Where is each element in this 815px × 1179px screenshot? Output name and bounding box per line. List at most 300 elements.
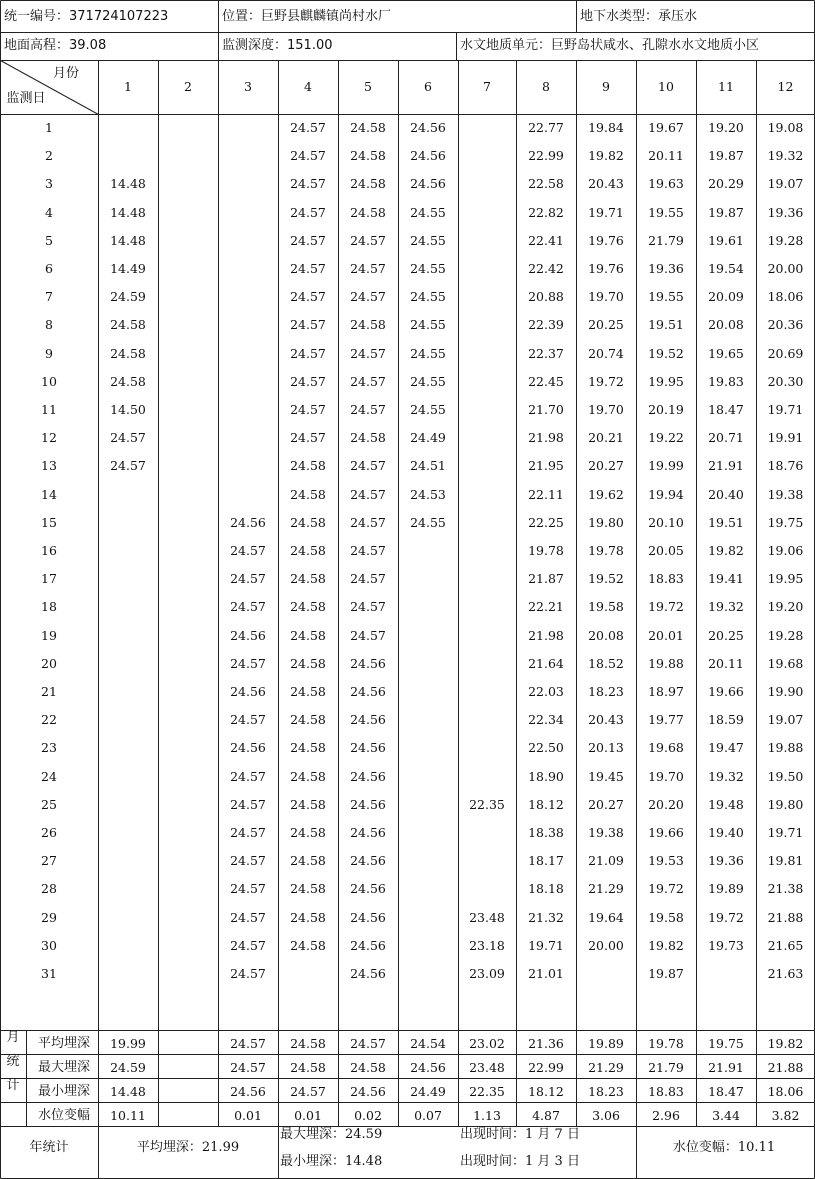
reading-cell: 19.82	[708, 543, 744, 558]
reading-cell: 18.76	[767, 458, 804, 474]
reading-cell: 20.27	[588, 458, 624, 474]
reading-cell: 20.74	[588, 345, 624, 361]
stat-cell: 18.47	[708, 1084, 744, 1099]
stat-cell: 24.57	[350, 1036, 386, 1051]
reading-cell: 20.13	[588, 740, 624, 756]
reading-cell: 19.55	[648, 289, 684, 305]
reading-cell: 19.55	[648, 204, 684, 220]
stat-row-label: 平均埋深	[37, 1036, 91, 1051]
reading-cell: 21.63	[767, 966, 804, 981]
reading-cell: 24.57	[290, 317, 326, 333]
stat-cell: 24.56	[230, 1084, 266, 1099]
reading-cell: 19.40	[708, 825, 744, 840]
reading-cell: 24.58	[350, 148, 386, 164]
reading-cell: 19.76	[588, 232, 624, 248]
day-label: 11	[41, 402, 57, 417]
reading-cell: 18.18	[528, 881, 564, 897]
reading-cell: 24.57	[350, 599, 386, 615]
reading-cell: 19.78	[588, 543, 624, 558]
day-label: 2	[45, 148, 53, 164]
reading-cell: 22.03	[528, 684, 564, 699]
reading-cell: 24.57	[290, 120, 326, 135]
reading-cell: 24.55	[410, 514, 446, 530]
reading-cell: 24.56	[350, 966, 386, 981]
day-label: 20	[41, 655, 57, 671]
reading-cell: 24.58	[290, 825, 326, 840]
reading-cell: 24.57	[110, 458, 146, 474]
stat-cell: 4.87	[532, 1108, 560, 1123]
reading-cell: 20.25	[708, 627, 744, 643]
day-label: 25	[41, 796, 57, 812]
reading-cell: 24.57	[350, 261, 386, 276]
stat-cell: 24.56	[410, 1060, 446, 1075]
reading-cell: 24.56	[230, 740, 266, 756]
reading-cell: 24.58	[290, 768, 326, 784]
reading-cell: 18.06	[767, 289, 804, 305]
stat-cell: 24.59	[110, 1060, 146, 1075]
reading-cell: 24.58	[290, 599, 326, 615]
reading-cell: 24.57	[110, 430, 146, 446]
reading-cell: 19.71	[528, 937, 564, 953]
reading-cell: 20.69	[767, 345, 804, 361]
reading-cell: 24.59	[110, 289, 146, 305]
reading-cell: 24.58	[290, 458, 326, 474]
reading-cell: 19.47	[708, 740, 744, 756]
monitor-depth: 监测深度：151.00	[222, 38, 333, 53]
reading-cell: 24.57	[350, 289, 386, 305]
day-label: 10	[41, 373, 57, 389]
day-label: 18	[41, 599, 57, 615]
reading-cell: 19.32	[708, 599, 744, 615]
reading-cell: 19.07	[767, 176, 804, 192]
reading-cell: 21.70	[528, 402, 564, 417]
reading-cell: 19.68	[767, 655, 804, 671]
reading-cell: 24.58	[290, 853, 326, 869]
day-label: 8	[45, 317, 53, 333]
day-label: 12	[41, 430, 57, 446]
reading-cell: 24.57	[230, 796, 266, 812]
reading-cell: 24.57	[290, 148, 326, 164]
day-label: 4	[45, 204, 53, 220]
reading-cell: 20.09	[708, 289, 744, 305]
reading-cell: 19.72	[648, 599, 684, 615]
day-label: 26	[41, 825, 57, 840]
reading-cell: 19.95	[767, 571, 804, 587]
reading-cell: 24.58	[290, 909, 326, 925]
reading-cell: 20.19	[648, 402, 684, 417]
day-label: 30	[41, 937, 57, 953]
reading-cell: 24.55	[410, 317, 446, 333]
stat-cell: 18.12	[528, 1084, 564, 1099]
reading-cell: 24.57	[230, 599, 266, 615]
reading-cell: 19.07	[767, 712, 804, 728]
day-label: 23	[41, 740, 57, 756]
reading-cell: 24.57	[350, 627, 386, 643]
reading-cell: 24.55	[410, 232, 446, 248]
stat-cell: 21.29	[588, 1060, 624, 1075]
reading-cell: 20.01	[648, 627, 684, 643]
reading-cell: 21.64	[528, 655, 564, 671]
reading-cell: 24.58	[110, 345, 146, 361]
reading-cell: 19.72	[648, 881, 684, 897]
stat-cell: 24.58	[290, 1060, 326, 1075]
reading-cell: 24.57	[290, 402, 326, 417]
reading-cell: 22.99	[528, 148, 564, 164]
day-label: 15	[41, 514, 57, 530]
stat-cell: 19.75	[708, 1036, 744, 1051]
reading-cell: 19.94	[648, 486, 684, 502]
reading-cell: 20.43	[588, 712, 624, 728]
reading-cell: 19.80	[588, 514, 624, 530]
stat-cell: 2.96	[652, 1108, 680, 1123]
reading-cell: 19.28	[767, 627, 804, 643]
reading-cell: 19.51	[648, 317, 684, 333]
reading-cell: 24.57	[230, 571, 266, 587]
stat-cell: 24.57	[230, 1036, 266, 1051]
reading-cell: 24.55	[410, 204, 446, 220]
reading-cell: 20.11	[708, 655, 744, 671]
reading-cell: 24.58	[350, 176, 386, 192]
reading-cell: 24.56	[230, 627, 266, 643]
reading-cell: 20.71	[708, 430, 744, 446]
reading-cell: 24.57	[230, 909, 266, 925]
reading-cell: 19.36	[708, 853, 744, 869]
reading-cell: 24.56	[350, 909, 386, 925]
day-label: 3	[45, 176, 53, 192]
reading-cell: 20.21	[588, 430, 624, 446]
reading-cell: 19.58	[648, 909, 684, 925]
day-label: 27	[41, 853, 57, 869]
reading-cell: 21.32	[528, 909, 564, 925]
reading-cell: 24.58	[290, 627, 326, 643]
reading-cell: 24.57	[230, 712, 266, 728]
reading-cell: 24.58	[290, 514, 326, 530]
stat-cell: 18.23	[588, 1084, 624, 1099]
reading-cell: 19.70	[588, 289, 624, 305]
reading-cell: 24.58	[350, 317, 386, 333]
annual-min-depth: 最小埋深：14.48	[280, 1154, 383, 1169]
month-header: 12	[777, 79, 794, 94]
month-header: 7	[483, 79, 491, 94]
reading-cell: 24.57	[230, 655, 266, 671]
reading-cell: 24.56	[350, 796, 386, 812]
stat-cell: 24.57	[290, 1084, 326, 1099]
stat-cell: 24.57	[230, 1060, 266, 1075]
reading-cell: 22.34	[528, 712, 564, 728]
reading-cell: 24.57	[230, 825, 266, 840]
reading-cell: 24.57	[350, 571, 386, 587]
reading-cell: 19.70	[588, 402, 624, 417]
reading-cell: 24.58	[110, 373, 146, 389]
reading-cell: 22.77	[528, 120, 564, 135]
day-label: 19	[41, 627, 57, 643]
reading-cell: 24.56	[230, 684, 266, 699]
stat-cell: 3.44	[712, 1108, 740, 1123]
reading-cell: 19.70	[648, 768, 684, 784]
stat-cell: 24.54	[410, 1036, 446, 1051]
reading-cell: 19.81	[767, 853, 804, 869]
corner-month-label: 月份	[52, 66, 80, 81]
reading-cell: 22.37	[528, 345, 564, 361]
reading-cell: 19.06	[767, 543, 804, 558]
stat-cell: 19.89	[588, 1036, 624, 1051]
day-label: 17	[41, 571, 57, 587]
reading-cell: 18.52	[588, 655, 624, 671]
day-label: 7	[45, 289, 53, 305]
stat-cell: 23.02	[469, 1036, 505, 1051]
reading-cell: 24.56	[410, 120, 446, 135]
reading-cell: 19.54	[708, 261, 744, 276]
day-label: 13	[41, 458, 57, 474]
reading-cell: 19.89	[708, 881, 744, 897]
reading-cell: 19.68	[648, 740, 684, 756]
day-label: 24	[41, 768, 57, 784]
reading-cell: 24.57	[290, 176, 326, 192]
reading-cell: 24.56	[350, 825, 386, 840]
reading-cell: 21.91	[708, 458, 744, 474]
reading-cell: 19.84	[588, 120, 624, 135]
reading-cell: 24.56	[350, 655, 386, 671]
stat-row-label: 最小埋深	[37, 1084, 91, 1099]
reading-cell: 24.57	[350, 486, 386, 502]
reading-cell: 19.22	[648, 430, 684, 446]
reading-cell: 19.73	[708, 937, 744, 953]
water-type: 地下水类型：承压水	[580, 9, 698, 24]
reading-cell: 22.50	[528, 740, 564, 756]
reading-cell: 24.56	[350, 768, 386, 784]
reading-cell: 19.61	[708, 232, 744, 248]
monthly-stats-label-3: 计	[6, 1078, 20, 1093]
reading-cell: 19.87	[648, 966, 684, 981]
reading-cell: 24.58	[110, 317, 146, 333]
reading-cell: 24.57	[290, 430, 326, 446]
reading-cell: 18.17	[528, 853, 564, 869]
stat-cell: 18.06	[767, 1084, 804, 1099]
stat-cell: 0.07	[414, 1108, 442, 1123]
stat-cell: 21.91	[708, 1060, 744, 1075]
reading-cell: 24.57	[230, 543, 266, 558]
reading-cell: 22.11	[528, 486, 564, 502]
reading-cell: 21.87	[528, 571, 564, 587]
reading-cell: 14.48	[110, 232, 146, 248]
stat-cell: 24.58	[350, 1060, 386, 1075]
reading-cell: 19.20	[767, 599, 804, 615]
reading-cell: 21.29	[588, 881, 624, 897]
reading-cell: 21.98	[528, 430, 564, 446]
reading-cell: 24.57	[350, 543, 386, 558]
reading-cell: 18.23	[588, 684, 624, 699]
reading-cell: 24.57	[290, 289, 326, 305]
stat-cell: 22.99	[528, 1060, 564, 1075]
reading-cell: 19.75	[767, 514, 804, 530]
reading-cell: 24.55	[410, 402, 446, 417]
reading-cell: 24.56	[350, 881, 386, 897]
reading-cell: 24.56	[410, 148, 446, 164]
day-label: 21	[41, 684, 57, 699]
stat-cell: 24.49	[410, 1084, 446, 1099]
reading-cell: 24.57	[290, 261, 326, 276]
reading-cell: 19.48	[708, 796, 744, 812]
reading-cell: 20.29	[708, 176, 744, 192]
reading-cell: 22.58	[528, 176, 564, 192]
reading-cell: 22.45	[528, 373, 564, 389]
reading-cell: 24.57	[290, 345, 326, 361]
reading-cell: 19.87	[708, 204, 744, 220]
reading-cell: 24.58	[290, 543, 326, 558]
stat-cell: 19.99	[110, 1036, 146, 1051]
reading-cell: 19.66	[708, 684, 744, 699]
reading-cell: 19.95	[648, 373, 684, 389]
stat-cell: 21.88	[767, 1060, 804, 1075]
reading-cell: 19.63	[648, 176, 684, 192]
reading-cell: 19.52	[588, 571, 624, 587]
reading-cell: 22.42	[528, 261, 564, 276]
reading-cell: 24.57	[350, 402, 386, 417]
reading-cell: 24.51	[410, 458, 446, 474]
reading-cell: 19.88	[767, 740, 804, 756]
stat-cell: 24.58	[290, 1036, 326, 1051]
reading-cell: 19.99	[648, 458, 684, 474]
reading-cell: 19.36	[648, 261, 684, 276]
reading-cell: 20.25	[588, 317, 624, 333]
reading-cell: 24.56	[410, 176, 446, 192]
location: 位置：巨野县麒麟镇尚村水厂	[222, 9, 392, 24]
reading-cell: 19.78	[528, 543, 564, 558]
reading-cell: 22.41	[528, 232, 564, 248]
reading-cell: 14.48	[110, 176, 146, 192]
stat-row-label: 最大埋深	[37, 1060, 91, 1075]
reading-cell: 22.82	[528, 204, 564, 220]
reading-cell: 24.56	[230, 514, 266, 530]
stat-cell: 3.82	[771, 1108, 800, 1123]
reading-cell: 19.36	[767, 204, 804, 220]
day-label: 31	[41, 966, 57, 981]
reading-cell: 24.58	[290, 740, 326, 756]
reading-cell: 24.56	[350, 712, 386, 728]
reading-cell: 19.62	[588, 486, 624, 502]
reading-cell: 19.32	[767, 148, 804, 164]
day-label: 29	[41, 909, 57, 925]
stat-cell: 21.79	[648, 1060, 684, 1075]
stat-cell: 0.02	[354, 1108, 382, 1123]
month-header: 2	[184, 79, 192, 94]
reading-cell: 20.43	[588, 176, 624, 192]
reading-cell: 19.66	[648, 825, 684, 840]
reading-cell: 19.50	[767, 768, 804, 784]
reading-cell: 19.65	[708, 345, 744, 361]
stat-cell: 21.36	[528, 1036, 564, 1051]
reading-cell: 21.88	[767, 909, 804, 925]
stat-cell: 3.06	[592, 1108, 620, 1123]
monthly-stats-label-2: 统	[6, 1054, 20, 1069]
reading-cell: 21.95	[528, 458, 564, 474]
reading-cell: 19.82	[588, 148, 624, 164]
month-header: 10	[658, 79, 674, 94]
month-header: 8	[542, 79, 550, 94]
reading-cell: 19.72	[708, 909, 744, 925]
reading-cell: 20.00	[767, 261, 804, 276]
reading-cell: 19.53	[648, 853, 684, 869]
reading-cell: 19.71	[588, 204, 624, 220]
day-label: 28	[41, 881, 57, 897]
month-header: 5	[364, 79, 372, 94]
reading-cell: 19.90	[767, 684, 804, 699]
reading-cell: 19.67	[648, 120, 684, 135]
annual-max-time: 出现时间：1 月 7 日	[460, 1127, 580, 1142]
reading-cell: 20.08	[588, 627, 624, 643]
month-header: 6	[424, 79, 432, 94]
reading-cell: 19.77	[648, 712, 684, 728]
reading-cell: 19.32	[708, 768, 744, 784]
reading-cell: 18.12	[528, 796, 564, 812]
ground-elevation: 地面高程：39.08	[4, 38, 107, 53]
reading-cell: 24.55	[410, 345, 446, 361]
reading-cell: 14.48	[110, 204, 146, 220]
reading-cell: 20.88	[528, 289, 564, 305]
month-header: 9	[602, 79, 610, 94]
reading-cell: 19.51	[708, 514, 744, 530]
reading-cell: 22.21	[528, 599, 564, 615]
reading-cell: 19.76	[588, 261, 624, 276]
reading-cell: 19.08	[767, 120, 804, 135]
reading-cell: 19.83	[708, 373, 744, 389]
corner-day-label: 监测日	[6, 91, 46, 106]
reading-cell: 24.58	[290, 937, 326, 953]
annual-max-depth: 最大埋深：24.59	[280, 1127, 383, 1142]
reading-cell: 23.18	[469, 937, 505, 953]
stat-row-label: 水位变幅	[37, 1108, 91, 1123]
reading-cell: 19.88	[648, 655, 684, 671]
reading-cell: 14.50	[110, 402, 146, 417]
reading-cell: 19.28	[767, 232, 804, 248]
reading-cell: 18.59	[708, 712, 744, 728]
reading-cell: 19.38	[588, 825, 624, 840]
annual-label: 年统计	[29, 1140, 69, 1155]
reading-cell: 21.79	[648, 232, 684, 248]
reading-cell: 19.52	[648, 345, 684, 361]
reading-cell: 18.38	[528, 825, 564, 840]
reading-cell: 19.91	[767, 430, 804, 446]
reading-cell: 20.10	[648, 514, 684, 530]
reading-cell: 24.58	[290, 684, 326, 699]
reading-cell: 24.56	[350, 853, 386, 869]
reading-cell: 24.58	[350, 430, 386, 446]
stat-cell: 22.35	[469, 1084, 505, 1099]
stat-cell: 24.56	[350, 1084, 386, 1099]
reading-cell: 19.58	[588, 599, 624, 615]
reading-cell: 24.58	[290, 796, 326, 812]
reading-cell: 24.57	[350, 232, 386, 248]
reading-cell: 18.83	[648, 571, 684, 587]
reading-cell: 24.55	[410, 373, 446, 389]
annual-min-time: 出现时间：1 月 3 日	[460, 1154, 580, 1169]
reading-cell: 22.35	[469, 796, 505, 812]
day-label: 9	[45, 345, 53, 361]
reading-cell: 24.57	[290, 204, 326, 220]
reading-cell: 24.57	[350, 345, 386, 361]
annual-avg-depth: 平均埋深：21.99	[136, 1140, 240, 1155]
reading-cell: 19.64	[588, 909, 624, 925]
reading-cell: 20.40	[708, 486, 744, 502]
reading-cell: 24.58	[290, 712, 326, 728]
reading-cell: 22.25	[528, 514, 564, 530]
reading-cell: 24.57	[350, 514, 386, 530]
reading-cell: 20.30	[767, 373, 804, 389]
annual-range: 水位变幅：10.11	[672, 1140, 776, 1155]
reading-cell: 20.27	[588, 796, 624, 812]
reading-cell: 24.58	[290, 486, 326, 502]
stat-cell: 19.82	[767, 1036, 804, 1051]
